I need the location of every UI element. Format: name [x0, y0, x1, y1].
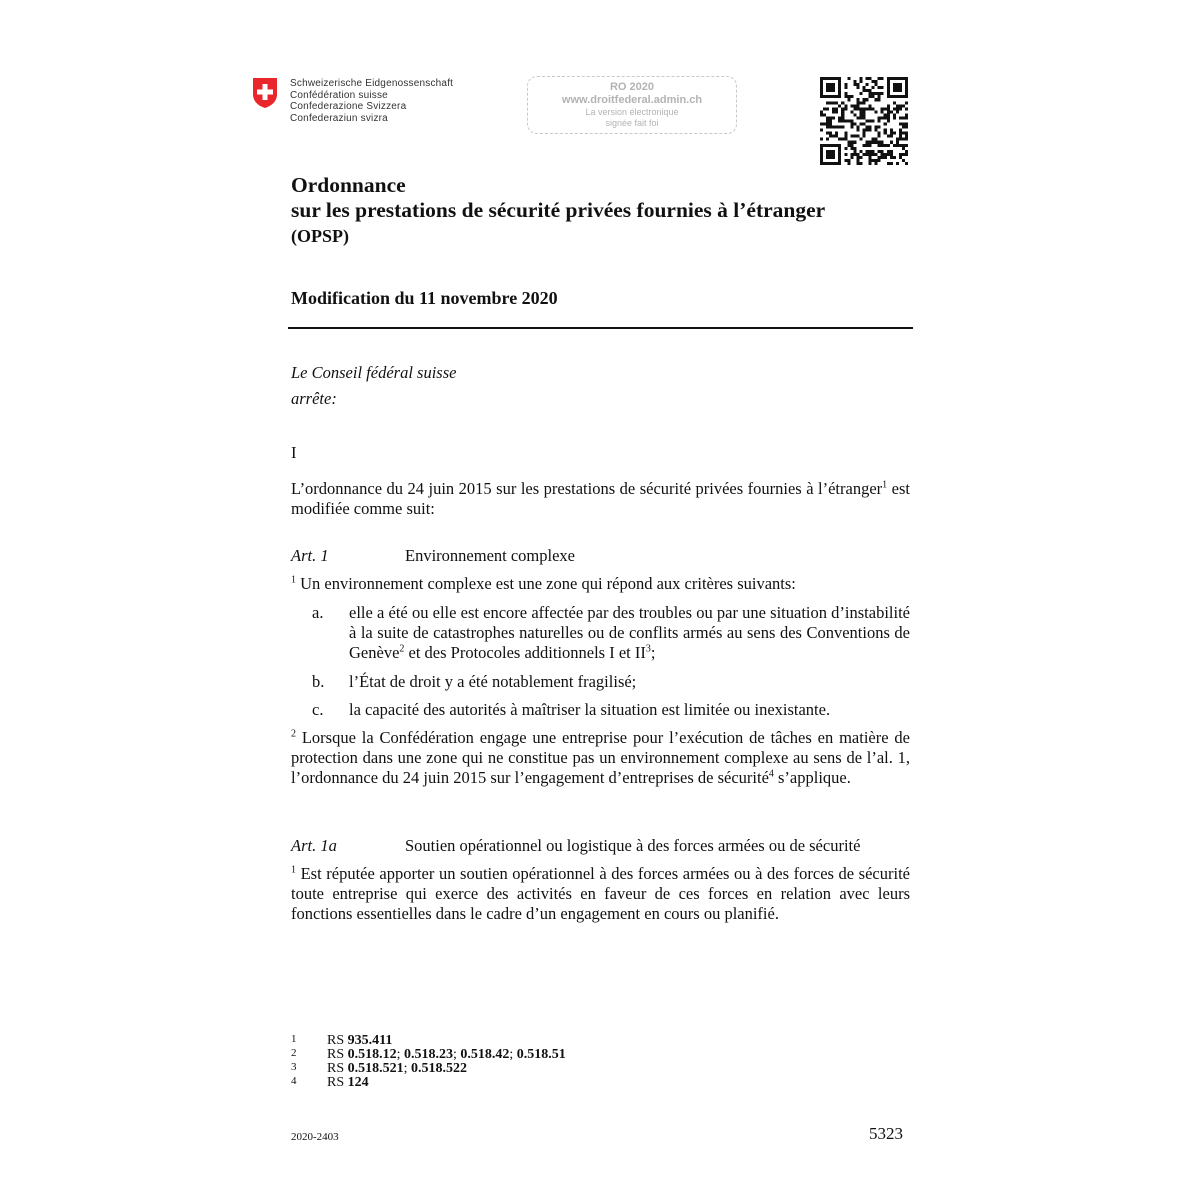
footnote-number: 1: [291, 1033, 297, 1045]
intro-paragraph: [291, 479, 910, 519]
footnote-3: [291, 1062, 691, 1076]
article-1-paragraph-2: [291, 728, 910, 788]
paragraph-number: 1: [291, 574, 296, 586]
footnote-prefix: RS: [327, 1075, 348, 1090]
footnote-ref-2[interactable]: 2: [399, 643, 405, 655]
intro-text-end: est modifiée comme suit:: [291, 479, 910, 518]
stamp-note-2: signée fait foi: [605, 117, 659, 128]
footnote-number: 4: [291, 1075, 297, 1087]
article-1a-paragraph-1: [291, 864, 910, 924]
footnote-reference[interactable]: 0.518.42: [460, 1047, 510, 1062]
paragraph-number: 1: [291, 864, 296, 876]
footnote-reference[interactable]: 124: [347, 1075, 369, 1090]
footnote-separator: ;: [403, 1061, 412, 1076]
article-1a-label: Art. 1a: [291, 836, 337, 855]
footnote-ref-3[interactable]: 3: [645, 643, 651, 655]
footnote-number: 3: [291, 1061, 297, 1073]
title-line-1: Ordonnance: [291, 173, 406, 197]
paragraph-text: Un environnement complexe est une zone qui répond aux critères suivants:: [296, 574, 796, 593]
footnote-reference[interactable]: 935.411: [347, 1033, 393, 1048]
article-1-paragraph-1: [291, 574, 910, 594]
list-letter-a: a.: [312, 603, 324, 622]
paragraph-text-end: s’applique.: [773, 768, 851, 787]
footnote-prefix: RS: [327, 1033, 348, 1048]
article-1-heading: Environnement complexe: [405, 546, 575, 565]
paragraph-number: 2: [291, 728, 296, 740]
footnote-prefix: RS: [327, 1061, 348, 1076]
article-1a-heading: Soutien opérationnel ou logistique à des forces armées ou de sécurité: [405, 836, 861, 855]
preamble-decree: arrête:: [291, 389, 337, 408]
stamp-url[interactable]: www.droitfederal.admin.ch: [561, 94, 703, 106]
footnote-separator: ;: [509, 1047, 517, 1062]
confederation-name-rm: Confederaziun svizra: [290, 112, 388, 124]
swiss-cross-icon: [252, 77, 278, 109]
footnote-text: [327, 1034, 392, 1047]
footnote-text: [327, 1076, 369, 1089]
footnote-1: [291, 1034, 691, 1048]
document-number: 2020-2403: [291, 1131, 339, 1143]
section-number: I: [291, 443, 297, 462]
title-divider: [288, 327, 913, 329]
footnote-reference[interactable]: 0.518.23: [404, 1047, 454, 1062]
title-line-2: sur les prestations de sécurité privées fournies à l’étranger: [291, 198, 826, 222]
footnote-separator: ;: [453, 1047, 461, 1062]
footnote-reference[interactable]: 0.518.12: [347, 1047, 397, 1062]
footnote-number: 2: [291, 1047, 297, 1059]
confederation-name-de: Schweizerische Eidgenossenschaft: [290, 78, 454, 89]
list-item-a: [349, 603, 910, 663]
list-letter-b: b.: [312, 672, 325, 691]
list-letter-c: c.: [312, 700, 324, 719]
footnote-reference[interactable]: 0.518.521: [347, 1061, 404, 1076]
list-item-a-text-2: et des Protocoles additionnels I et II: [404, 643, 646, 662]
paragraph-text: Est réputée apporter un soutien opérationnel à des forces armées ou à des forces de sécurité toute entreprise qui exerce des activités en faveur de ces forces en relation avec leurs fonctions essentielles dans le cadre d’un engagement en cours ou planifié.: [291, 864, 910, 923]
footnote-separator: ;: [396, 1047, 405, 1062]
footnote-prefix: RS: [327, 1047, 348, 1062]
footnote-4: [291, 1076, 691, 1090]
page-number: 5323: [869, 1124, 903, 1143]
electronic-version-stamp: [527, 76, 737, 134]
footnote-text: [327, 1062, 467, 1075]
stamp-note-1: La version électronique: [585, 107, 679, 117]
article-1-label: Art. 1: [291, 546, 329, 565]
footnote-ref-1[interactable]: 1: [882, 479, 888, 491]
list-item-a-text-3: ;: [650, 643, 656, 662]
confederation-name-fr: Confédération suisse: [290, 89, 388, 101]
footnote-reference[interactable]: 0.518.51: [516, 1047, 566, 1062]
document-title: [291, 173, 825, 249]
list-item-c: la capacité des autorités à maîtriser la situation est limitée ou inexistante.: [349, 700, 831, 719]
confederation-name-it: Confederazione Svizzera: [290, 101, 407, 112]
footnote-reference[interactable]: 0.518.522: [411, 1061, 468, 1076]
footnote-text: [327, 1048, 566, 1061]
footnote-ref-4[interactable]: 4: [768, 768, 774, 780]
intro-text: L’ordonnance du 24 juin 2015 sur les prestations de sécurité privées fournies à l’étranger: [291, 479, 883, 498]
footnote-2: [291, 1048, 691, 1062]
title-abbreviation: (OPSP): [291, 226, 349, 246]
preamble-authority: Le Conseil fédéral suisse: [291, 363, 457, 382]
preamble: [291, 360, 456, 412]
footnotes: [291, 1034, 691, 1094]
paragraph-text: Lorsque la Confédération engage une entreprise pour l’exécution de tâches en matière de protection dans une zone qui ne constitue pas un environnement complexe au sens de l’al. 1, l’ordonnance du 24 juin 2015 sur l’engagement d’entreprises de sécurité: [291, 728, 910, 787]
confederation-names: [290, 78, 453, 124]
qr-code-icon: [820, 77, 908, 165]
list-item-a-text: elle a été ou elle est encore affectée par des troubles ou par une situation d’instabilité à la suite de catastrophes naturelles ou de conflits armés au sens des Conventions de Genève: [349, 603, 910, 662]
modification-date: Modification du 11 novembre 2020: [291, 288, 558, 308]
stamp-collection: RO 2020: [609, 81, 655, 93]
list-item-b: l’État de droit y a été notablement fragilisé;: [349, 672, 637, 691]
